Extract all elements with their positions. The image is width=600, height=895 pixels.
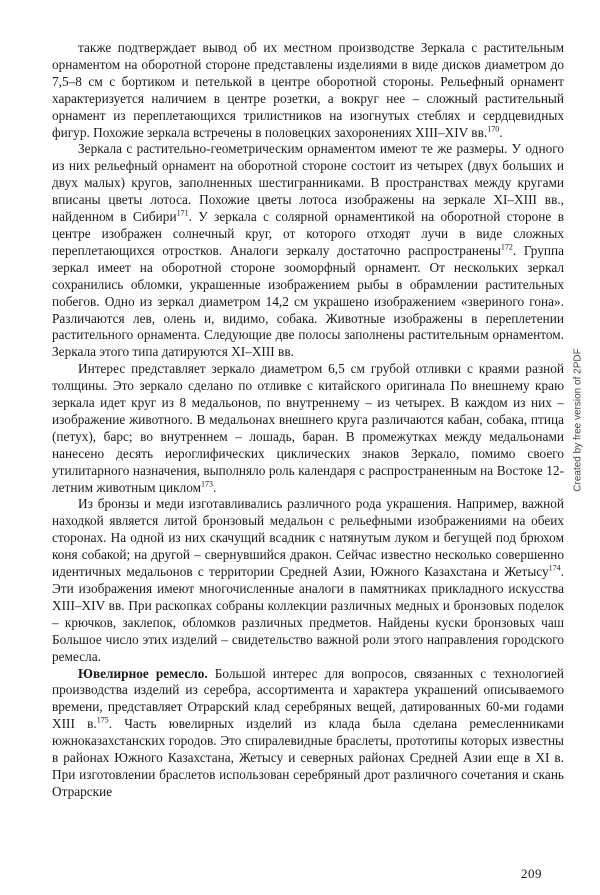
paragraph-text: Большой интерес для вопросов, связанных с технологией производства изделий из серебра, ассортимента и характера украшений описываемого времени, представляет Отрарский клад серебряных вещей, датированных 60-ми годами XIII в. <box>52 665 564 732</box>
watermark-text: Created by free version of 2PDF <box>572 348 584 492</box>
footnote-ref-173: 173 <box>201 479 214 489</box>
footnote-ref-174: 174 <box>548 563 561 573</box>
document-page <box>52 40 564 801</box>
paragraph-text: также подтверждает вывод об их местном производстве Зеркала с растительным орнаментом на оборотной стороне представлены изделиями в виде дисков диаметром до 7,5–8 см с бортиком и петелькой в центре оборотной стороны. Рельефный орнамент характеризуется наличием в центре розетки, а вокруг нее – сложный растительный орнамент из переплетающихся трилистников на изогнутых стеблях и сердцевидных фигур. Похожие зеркала встречены в половецких захоронениях XIII–XIV вв. <box>52 40 564 140</box>
footnote-ref-171: 171 <box>176 208 189 218</box>
paragraph-mirrors-geometric <box>52 141 564 361</box>
section-lead-heading: Ювелирное ремесло. <box>78 665 208 681</box>
paragraph-mirrors-plant-ornament: также подтверждает вывод об их местном производстве Зеркала с растительным орнаментом на оборотной стороне представлены изделиями в виде дисков диаметром до 7,5–8 см с бортиком и петелькой в центре оборотной стороны. Рельефный орнамент характеризуется наличием в центре розетки, а вокруг нее – сложный растительный орнамент из переплетающихся трилистников на изогнутых стеблях и сердцевидных фигур. Похожие зеркала встречены в половецких захоронениях XIII–XIV вв.$^{170}$. <box>52 40 564 140</box>
paragraph-chinese-mirror: Интерес представляет зеркало диаметром 6,5 см грубой отливки с краями разной толщины. Это зеркало сделано по отливке с китайского оригинала По внешнему краю зеркала идет круг из 8 медальонов, по внутреннему – из четырех. В каждом из них – изображение животного. В медальонах внешнего круга различаются кабан, собака, птица (петух), барс; во внутреннем – лошадь, баран. В промежутках между медальонами нанесено десять иероглифических циклических знаков Зеркало, помимо своего утилитарного назначения, выполняло роль календаря с распространенным на Востоке 12-летним животным циклом$^{173}$. <box>52 361 564 495</box>
paragraph-text: Зеркала с растительно-геометрическим орнаментом имеют те же размеры. У одного из них рельефный орнамент на оборотной стороне состоит из четырех (двух больших и двух малых) кругов, заполненных шестигранниками. В пространствах между кругами вписаны цветы лотоса. Похожие цветы лотоса изображены на зеркале XI–XIII вв., найденном в Сибири <box>52 141 564 225</box>
footnote-ref-170: 170 <box>487 124 500 134</box>
paragraph-jewelry-craft <box>52 666 564 801</box>
paragraph-text: . У зеркала с солярной орнаментикой на оборотной стороне в центре изображен солнечный круг, от которого отходят лучи в виде сложных переплетающихся отростков. Аналоги зеркалу достаточно распространены <box>52 209 564 258</box>
paragraph-text: . Часть ювелирных изделий из клада была сделана ремесленниками южноказахстанских городов. Это спиралевидные браслеты, прототипы которых известны в районах Южного Казахстана, Жетысу и северных районах Средней Азии еще в XI в. При изготовлении браслетов использован серебряный дрот различного сочетания и скань Отрарские <box>52 716 564 799</box>
page-number: 209 <box>521 866 542 881</box>
paragraph-text: . Группа зеркал имеет на оборотной стороне зооморфный орнамент. От нескольких зеркал сохранились обломки, украшенные изображением рыбы в обрамлении растительных побегов. Одно из зеркал диаметром 14,2 см украшено изображением «звериного гона». Различаются лев, олень и, видимо, собака. Животные изображены в переплетении растительного орнамента. Следующие две полосы заполнены растительным орнаментом. Зеркала этого типа датируются XI–XIII вв. <box>52 242 564 360</box>
footnote-ref-175: 175 <box>96 715 109 725</box>
paragraph-text: . Эти изображения имеют многочисленные аналоги в памятниках прикладного искусства XIII–XIV вв. При раскопках собраны коллекции различных медных и бронзовых поделок – крючков, заклепок, обломков различных предметов. Найдены куски бронзовых чаш Большое число этих изделий – свидетельство важной роли этого направления городского ремесла. <box>52 564 564 664</box>
footnote-ref-172: 172 <box>500 242 513 252</box>
paragraph-text: Интерес представляет зеркало диаметром 6,5 см грубой отливки с краями разной толщины. Это зеркало сделано по отливке с китайского оригинала По внешнему краю зеркала идет круг из 8 медальонов, по внутреннему – из четырех. В каждом из них – изображение животного. В медальонах внешнего круга различаются кабан, собака, птица (петух), барс; во внутреннем – лошадь, баран. В промежутках между медальонами нанесено десять иероглифических циклических знаков Зеркало, помимо своего утилитарного назначения, выполняло роль календаря с распространенным на Востоке 12-летним животным циклом <box>52 361 564 495</box>
paragraph-bronze-ornaments <box>52 496 564 665</box>
paragraph-text: Из бронзы и меди изготавливались различного рода украшения. Например, важной находкой является литой бронзовый медальон с рельефными изображениями на обеих сторонах. На одной из них скачущий всадник с натянутым луком и бегущей под брюхом коня собакой; на другой – свернувшийся дракон. Сейчас известно несколько совершенно идентичных медальонов с территории Средней Азии, Южного Казахстана и Жетысу <box>52 496 564 580</box>
